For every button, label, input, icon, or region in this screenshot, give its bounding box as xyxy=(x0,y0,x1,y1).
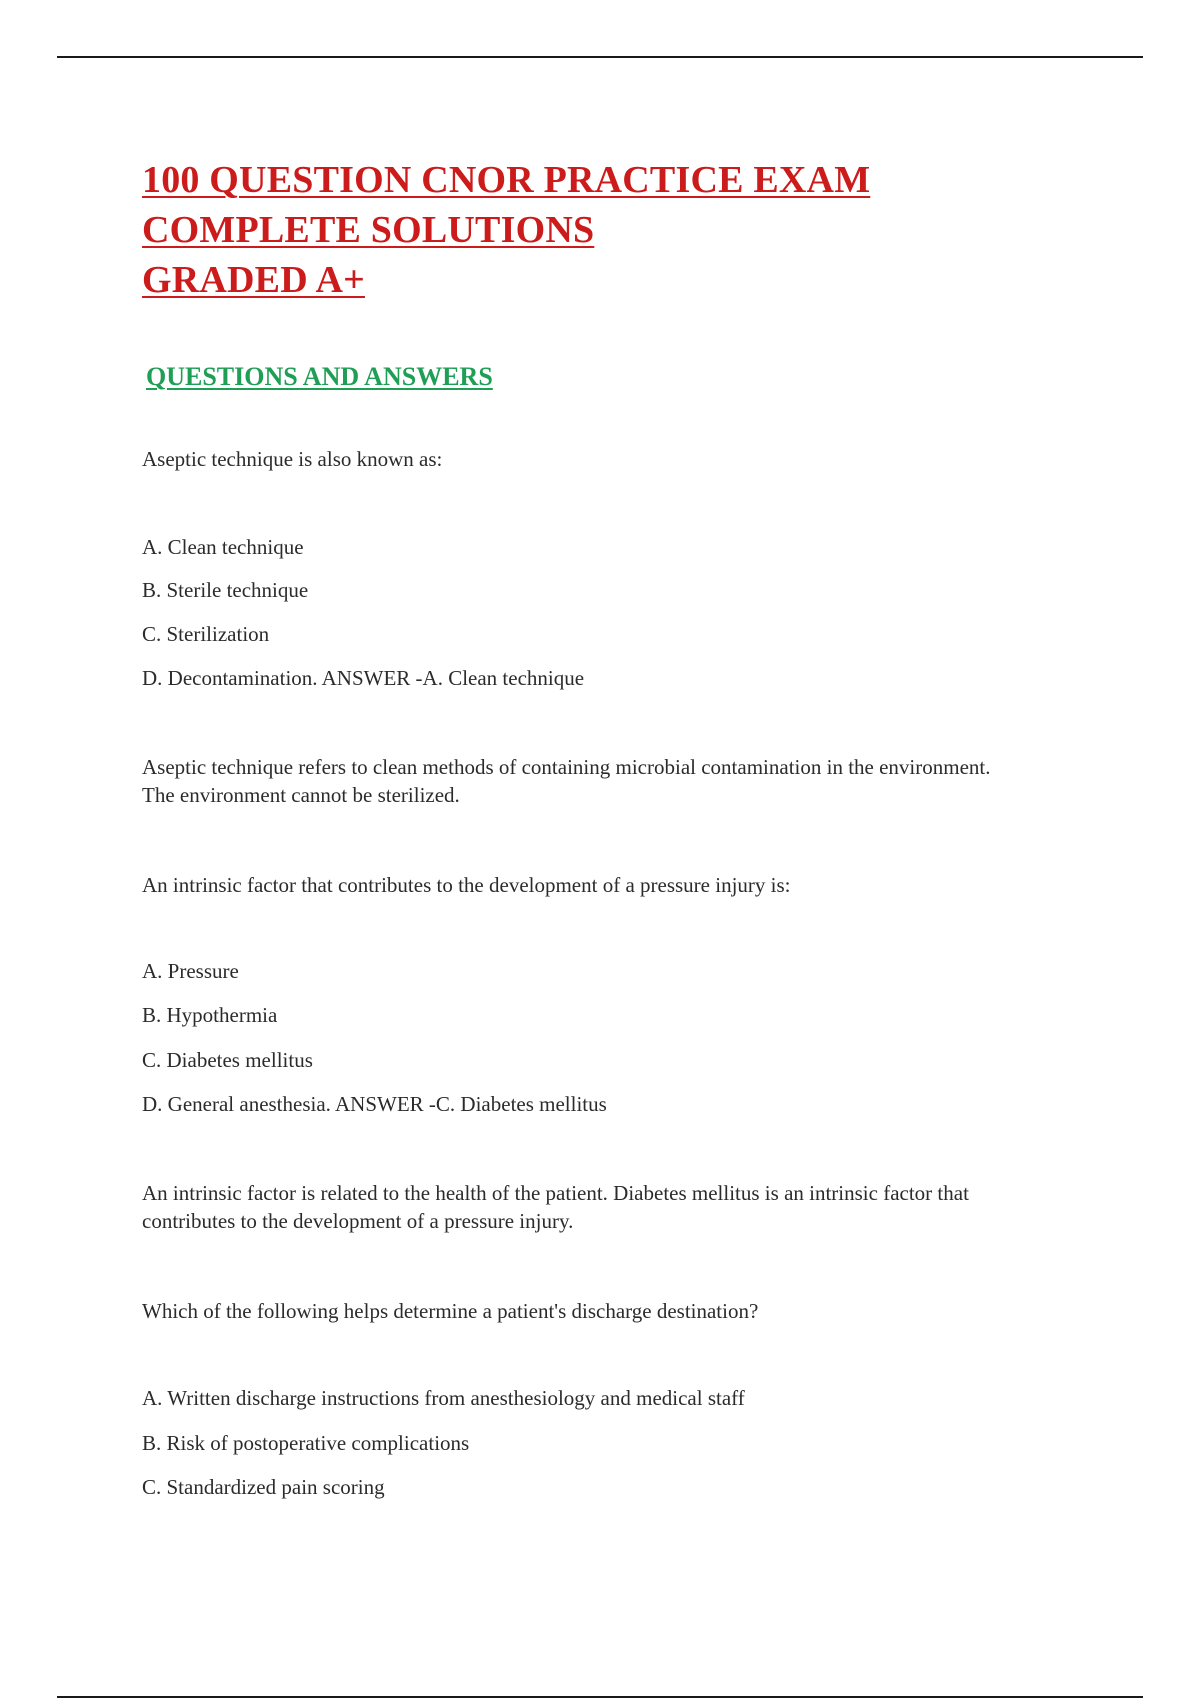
document-title xyxy=(142,155,1142,305)
bottom-rule xyxy=(57,1696,1143,1698)
title-line-2: COMPLETE SOLUTIONS xyxy=(142,209,595,251)
question-2-option-a: A. Pressure xyxy=(142,959,239,983)
question-2-option-c: C. Diabetes mellitus xyxy=(142,1048,313,1072)
question-2-prompt: An intrinsic factor that contributes to the development of a pressure injury is: xyxy=(142,873,791,897)
question-1-explanation: Aseptic technique refers to clean methods of containing microbial contamination in the environment. The environment cannot be sterilized. xyxy=(142,755,991,807)
question-1-prompt: Aseptic technique is also known as: xyxy=(142,447,443,471)
question-3-option-c: C. Standardized pain scoring xyxy=(142,1475,385,1499)
question-2-option-d: D. General anesthesia. ANSWER -C. Diabetes mellitus xyxy=(142,1092,607,1116)
question-1-option-b: B. Sterile technique xyxy=(142,578,309,602)
question-2-explanation: An intrinsic factor is related to the health of the patient. Diabetes mellitus is an intrinsic factor that contributes to the development of a pressure injury. xyxy=(142,1181,969,1233)
question-3-option-b: B. Risk of postoperative complications xyxy=(142,1431,470,1455)
top-rule xyxy=(57,56,1143,58)
question-2-option-b: B. Hypothermia xyxy=(142,1003,278,1027)
question-3-option-a: A. Written discharge instructions from anesthesiology and medical staff xyxy=(142,1386,745,1410)
question-1-option-c: C. Sterilization xyxy=(142,622,270,646)
title-line-1: 100 QUESTION CNOR PRACTICE EXAM xyxy=(142,159,871,201)
title-line-3: GRADED A+ xyxy=(142,259,365,301)
question-1-option-d: D. Decontamination. ANSWER -A. Clean technique xyxy=(142,666,585,690)
section-heading: QUESTIONS AND ANSWERS xyxy=(146,362,493,391)
question-1-option-a: A. Clean technique xyxy=(142,535,304,559)
question-3-prompt: Which of the following helps determine a patient's discharge destination? xyxy=(142,1299,759,1323)
